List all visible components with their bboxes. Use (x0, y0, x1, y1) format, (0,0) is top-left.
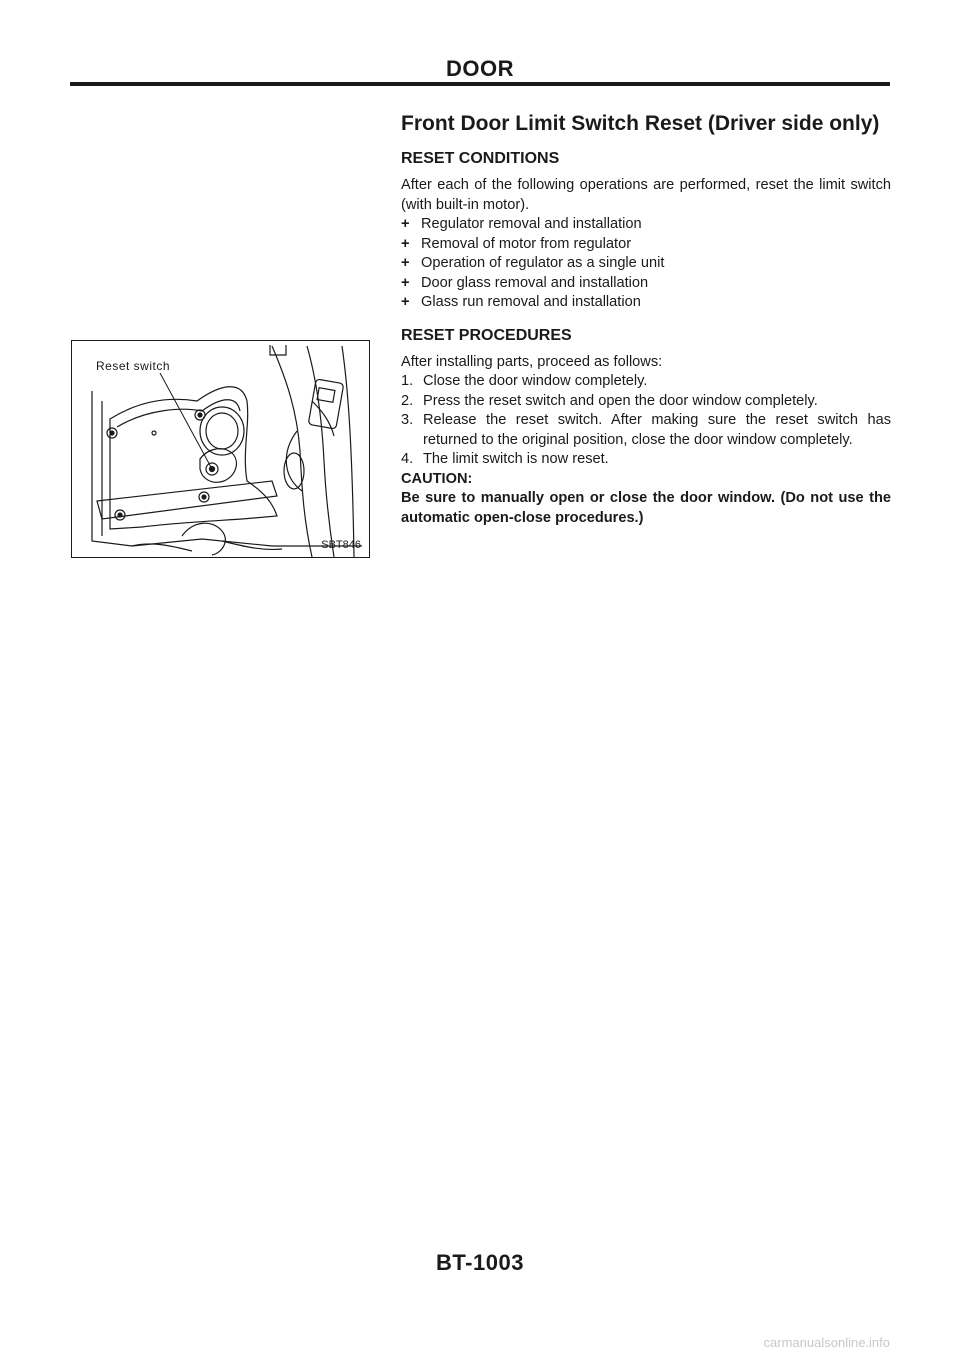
step-number: 3. (401, 412, 414, 428)
list-item-text: Glass run removal and installation (421, 294, 641, 310)
reset-procedures-steps (401, 372, 891, 470)
step-text: Release the reset switch. After making sure the reset switch has returned to the original position, close the door window completely. (423, 412, 891, 448)
list-item (401, 235, 891, 255)
list-item-text: Door glass removal and installation (421, 274, 649, 291)
step-item (401, 372, 891, 392)
reset-procedures-intro: After installing parts, proceed as follows: (401, 353, 663, 370)
figure-code: SBT846 (321, 539, 361, 551)
list-item-text: Operation of regulator as a single unit (421, 255, 665, 271)
step-text: Close the door window completely. (423, 373, 648, 389)
step-number: 4. (401, 451, 414, 467)
step-number: 2. (401, 392, 414, 409)
reset-switch-callout: Reset switch (96, 359, 171, 373)
reset-conditions-list (401, 215, 891, 313)
step-text: Press the reset switch and open the door window completely. (423, 392, 818, 409)
page-code: BT-1003 (436, 1250, 524, 1275)
list-item (401, 254, 891, 274)
list-item (401, 274, 891, 294)
reset-switch-figure (71, 340, 370, 558)
main-content (401, 110, 891, 528)
list-item (401, 215, 891, 235)
list-item-text: Regulator removal and installation (421, 216, 642, 232)
bullet-mark: + (401, 294, 410, 310)
bullet-mark: + (401, 274, 410, 291)
door-regulator-drawing (72, 341, 370, 558)
reset-conditions-heading: RESET CONDITIONS (401, 150, 560, 167)
bullet-mark: + (401, 235, 410, 252)
header-rule (70, 82, 890, 86)
bullet-mark: + (401, 216, 410, 232)
step-number: 1. (401, 373, 414, 389)
page-title: Front Door Limit Switch Reset (Driver side only) (401, 112, 880, 135)
section-title: DOOR (446, 56, 514, 81)
bullet-mark: + (401, 255, 410, 271)
step-text: The limit switch is now reset. (423, 451, 609, 467)
reset-procedures-heading: RESET PROCEDURES (401, 326, 572, 344)
step-item (401, 411, 891, 450)
caution-text: Be sure to manually open or close the door window. (Do not use the automatic open-close procedures.) (401, 490, 891, 526)
list-item (401, 293, 891, 313)
watermark: carmanualsonline.info (763, 1335, 890, 1350)
list-item-text: Removal of motor from regulator (421, 235, 632, 252)
step-item (401, 450, 891, 470)
caution-label: CAUTION: (401, 470, 473, 487)
step-item (401, 392, 891, 412)
reset-conditions-intro: After each of the following operations are performed, reset the limit switch (with built-in motor). (401, 177, 891, 213)
